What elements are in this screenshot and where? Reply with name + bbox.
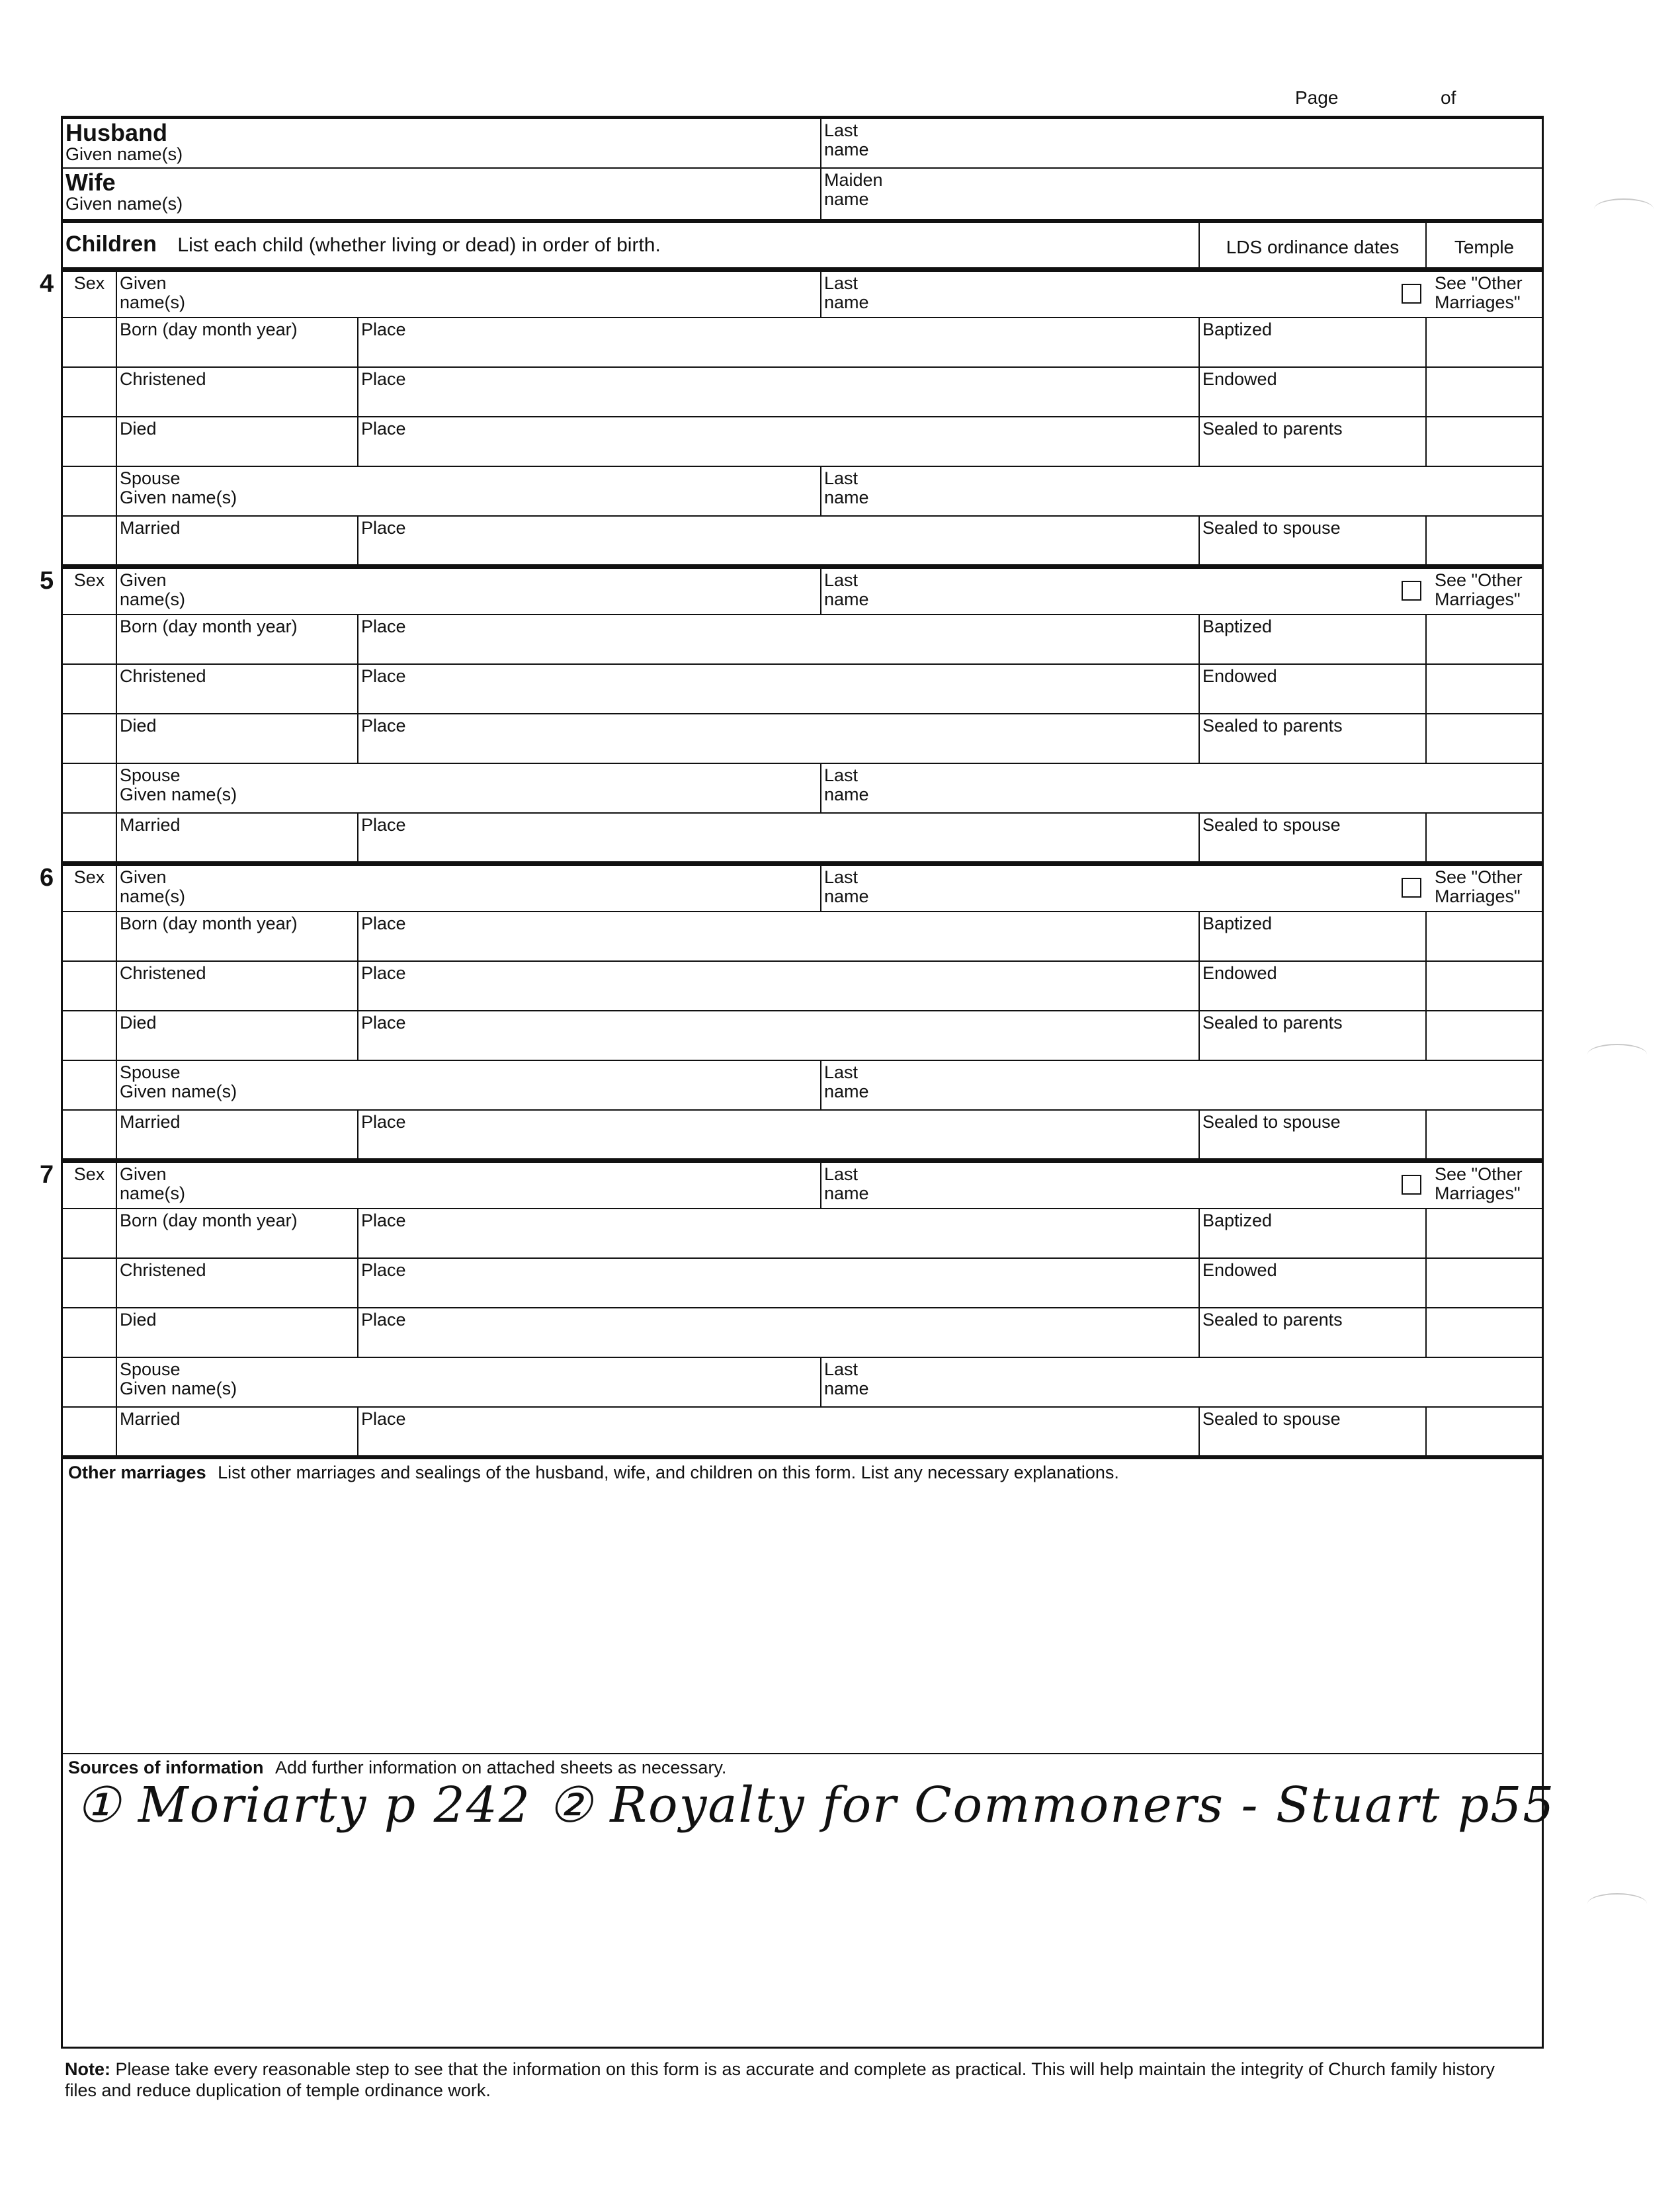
born-label: Born (day month year) <box>120 319 298 339</box>
name-label: name <box>824 292 869 312</box>
christened-label: Christened <box>120 369 206 389</box>
christened-label: Christened <box>120 963 206 983</box>
place-label: Place <box>361 963 406 983</box>
spouse-last-name-field[interactable] <box>820 467 1542 515</box>
died-label: Died <box>120 1310 157 1330</box>
baptized-date-field[interactable] <box>1198 615 1425 663</box>
binder-notch <box>1594 198 1654 220</box>
place-label: Place <box>361 617 406 636</box>
christened-label: Christened <box>120 666 206 686</box>
born-place-field[interactable] <box>357 615 1198 663</box>
christened-date-field[interactable] <box>116 368 357 416</box>
sealed-to-spouse-date-field[interactable] <box>1198 517 1425 564</box>
last-label: Last <box>824 867 859 887</box>
married-date-field[interactable] <box>116 1111 357 1158</box>
child-last-name-field[interactable] <box>820 569 1425 614</box>
of-label: of <box>1441 87 1456 108</box>
born-date-field[interactable] <box>116 615 357 663</box>
last-label: Last <box>824 468 859 488</box>
given-label: Given <box>120 867 167 887</box>
married-label: Married <box>120 815 181 835</box>
place-label: Place <box>361 518 406 538</box>
christened-place-field[interactable] <box>357 1259 1198 1307</box>
name-label: name <box>824 886 869 906</box>
baptized-date-field[interactable] <box>1198 318 1425 366</box>
spouse-last-name-field[interactable] <box>820 764 1542 812</box>
died-label: Died <box>120 419 157 439</box>
christened-date-field[interactable] <box>116 665 357 713</box>
spouse-given-name-field[interactable] <box>116 764 820 812</box>
last-label: Last <box>824 1062 859 1082</box>
spouse-last-name-field[interactable] <box>820 1061 1542 1109</box>
husband-given-name-field[interactable] <box>63 119 820 167</box>
child-number: 6 <box>40 864 54 892</box>
spouse-row <box>61 1358 1544 1408</box>
died-date-field[interactable] <box>116 417 357 466</box>
name-label: name <box>824 589 869 609</box>
sources-box[interactable] <box>61 1754 1556 2049</box>
child-number: 4 <box>40 270 54 298</box>
last-label: Last <box>824 1359 859 1379</box>
place-label: Place <box>361 1013 406 1033</box>
sealed-to-parents-label: Sealed to parents <box>1202 1013 1343 1033</box>
endowed-label: Endowed <box>1202 1260 1277 1280</box>
sealed-to-spouse-date-field[interactable] <box>1198 1111 1425 1158</box>
sealed-to-spouse-date-field[interactable] <box>1198 1408 1425 1455</box>
note-label: Note: <box>65 2059 110 2079</box>
children-header <box>63 223 1198 267</box>
endowed-label: Endowed <box>1202 666 1277 686</box>
died-place-field[interactable] <box>357 417 1198 466</box>
sealed-to-spouse-date-field[interactable] <box>1198 814 1425 861</box>
husband-last-name-field[interactable] <box>820 119 1542 167</box>
given-label: Given <box>120 1164 167 1184</box>
handwritten-sources-text: ① Moriarty p 242 ② Royalty for Commoners - Stuart p55 <box>76 1777 1556 1834</box>
spouse-row <box>61 764 1544 814</box>
place-label: Place <box>361 815 406 835</box>
baptized-temple-field[interactable] <box>1425 1209 1542 1257</box>
other-marriages-checkbox[interactable] <box>1402 878 1421 898</box>
sex-label: Sex <box>73 570 105 590</box>
born-label: Born (day month year) <box>120 617 298 636</box>
endowed-date-field[interactable] <box>1198 665 1425 713</box>
born-date-field[interactable] <box>116 1209 357 1257</box>
baptized-label: Baptized <box>1202 319 1273 339</box>
sealed-to-parents-date-field[interactable] <box>1198 417 1425 466</box>
married-row <box>61 1111 1544 1160</box>
sealed-to-spouse-label: Sealed to spouse <box>1202 1409 1341 1429</box>
last-label: Last <box>824 1164 859 1184</box>
sex-label: Sex <box>73 1164 105 1184</box>
name-label: name <box>824 1082 869 1101</box>
died-row <box>61 1011 1544 1061</box>
husband-given-label: Given name(s) <box>65 144 183 164</box>
baptized-date-field[interactable] <box>1198 912 1425 960</box>
sealed-to-parents-date-field[interactable] <box>1198 714 1425 763</box>
sealed-to-spouse-label: Sealed to spouse <box>1202 1112 1341 1132</box>
christened-place-field[interactable] <box>357 665 1198 713</box>
sources-title: Sources of information <box>68 1758 264 1777</box>
married-date-field[interactable] <box>116 1408 357 1455</box>
child-given-name-field[interactable] <box>116 569 820 614</box>
sex-field[interactable] <box>63 1163 116 1208</box>
lds-ordinance-dates-label: LDS ordinance dates <box>1198 223 1425 267</box>
child-last-name-field[interactable] <box>820 866 1425 911</box>
note-text: Please take every reasonable step to see that the information on this form is as accurate and complete as practical. This will help maintain the integrity of Church family history files and reduce duplication of temple ordinance work. <box>65 2059 1495 2100</box>
born-row <box>61 912 1544 962</box>
baptized-temple-field[interactable] <box>1425 318 1542 366</box>
see-other-label: See "Other <box>1435 1164 1523 1184</box>
spouse-given-label: Given name(s) <box>120 1082 237 1101</box>
child-block <box>61 566 1544 863</box>
see-other-label: See "Other <box>1435 570 1523 590</box>
endowed-temple-field[interactable] <box>1425 962 1542 1010</box>
married-label: Married <box>120 1409 181 1429</box>
child-block <box>61 863 1544 1160</box>
sex-field[interactable] <box>63 272 116 317</box>
child-block <box>61 1160 1544 1457</box>
christened-row <box>61 368 1544 417</box>
place-label: Place <box>361 1112 406 1132</box>
marriages-label: Marriages" <box>1435 886 1521 906</box>
spouse-row <box>61 467 1544 517</box>
other-marriages-box[interactable] <box>61 1457 1544 1754</box>
wife-title: Wife <box>65 169 116 196</box>
married-label: Married <box>120 1112 181 1132</box>
last-label: Last <box>824 273 859 293</box>
sex-label: Sex <box>73 867 105 887</box>
born-label: Born (day month year) <box>120 914 298 933</box>
baptized-temple-field[interactable] <box>1425 615 1542 663</box>
died-date-field[interactable] <box>116 1308 357 1357</box>
christened-row <box>61 1259 1544 1308</box>
see-other-marriages-label <box>1425 272 1542 317</box>
born-row <box>61 1209 1544 1259</box>
endowed-temple-field[interactable] <box>1425 1259 1542 1307</box>
see-other-label: See "Other <box>1435 867 1523 887</box>
place-label: Place <box>361 1260 406 1280</box>
sealed-to-parents-temple-field[interactable] <box>1425 417 1542 466</box>
sealed-to-spouse-temple-field[interactable] <box>1425 1111 1542 1158</box>
last-label: Last <box>824 765 859 785</box>
child-number: 7 <box>40 1161 54 1189</box>
christened-label: Christened <box>120 1260 206 1280</box>
child-given-name-field[interactable] <box>116 1163 820 1208</box>
spouse-last-name-field[interactable] <box>820 1358 1542 1406</box>
name-label: name(s) <box>120 1183 186 1203</box>
died-place-field[interactable] <box>357 714 1198 763</box>
spouse-label: Spouse <box>120 1062 181 1082</box>
sealed-to-parents-label: Sealed to parents <box>1202 419 1343 439</box>
endowed-date-field[interactable] <box>1198 962 1425 1010</box>
sealed-to-spouse-label: Sealed to spouse <box>1202 815 1341 835</box>
husband-title: Husband <box>65 119 168 146</box>
born-place-field[interactable] <box>357 1209 1198 1257</box>
other-marriages-checkbox[interactable] <box>1402 1175 1421 1195</box>
binder-notch <box>1587 1044 1647 1065</box>
christened-date-field[interactable] <box>116 962 357 1010</box>
temple-label: Temple <box>1425 223 1542 267</box>
child-given-name-field[interactable] <box>116 866 820 911</box>
sealed-to-spouse-temple-field[interactable] <box>1425 814 1542 861</box>
married-place-field[interactable] <box>357 517 1198 564</box>
last-label: Last <box>824 120 859 140</box>
see-other-label: See "Other <box>1435 273 1523 293</box>
married-date-field[interactable] <box>116 517 357 564</box>
given-label: Given <box>120 570 167 590</box>
see-other-marriages-label <box>1425 866 1542 911</box>
name-label: name <box>824 1183 869 1203</box>
child-last-name-field[interactable] <box>820 1163 1425 1208</box>
endowed-temple-field[interactable] <box>1425 665 1542 713</box>
endowed-label: Endowed <box>1202 369 1277 389</box>
other-marriages-checkbox[interactable] <box>1402 581 1421 601</box>
name-label: name <box>824 189 869 209</box>
died-place-field[interactable] <box>357 1011 1198 1060</box>
name-label: name <box>824 1379 869 1398</box>
child-given-name-field[interactable] <box>116 272 820 317</box>
name-label: name(s) <box>120 589 186 609</box>
place-label: Place <box>361 666 406 686</box>
christened-row <box>61 962 1544 1011</box>
last-label: Last <box>824 570 859 590</box>
died-date-field[interactable] <box>116 714 357 763</box>
place-label: Place <box>361 319 406 339</box>
spouse-given-label: Given name(s) <box>120 488 237 507</box>
other-marriages-title: Other marriages <box>68 1463 206 1482</box>
baptized-temple-field[interactable] <box>1425 912 1542 960</box>
endowed-date-field[interactable] <box>1198 368 1425 416</box>
binder-notch <box>1587 1893 1647 1914</box>
died-row <box>61 417 1544 467</box>
note <box>65 2059 1507 2101</box>
born-row <box>61 615 1544 665</box>
child-name-row <box>61 863 1544 912</box>
endowed-label: Endowed <box>1202 963 1277 983</box>
marriages-label: Marriages" <box>1435 292 1521 312</box>
name-label: name <box>824 488 869 507</box>
sealed-to-parents-date-field[interactable] <box>1198 1308 1425 1357</box>
family-group-record-form <box>61 116 1556 2049</box>
child-name-row <box>61 269 1544 318</box>
sex-field[interactable] <box>63 569 116 614</box>
spouse-given-name-field[interactable] <box>116 1358 820 1406</box>
children-header-row <box>61 220 1544 269</box>
baptized-date-field[interactable] <box>1198 1209 1425 1257</box>
page-label: Page <box>1295 87 1339 108</box>
see-other-marriages-label <box>1425 1163 1542 1208</box>
born-date-field[interactable] <box>116 912 357 960</box>
name-label: name <box>824 140 869 159</box>
child-name-row <box>61 566 1544 615</box>
spouse-given-name-field[interactable] <box>116 467 820 515</box>
sex-field[interactable] <box>63 866 116 911</box>
marriages-label: Marriages" <box>1435 1183 1521 1203</box>
married-place-field[interactable] <box>357 814 1198 861</box>
place-label: Place <box>361 419 406 439</box>
died-row <box>61 1308 1544 1358</box>
children-title: Children <box>65 232 157 257</box>
child-name-row <box>61 1160 1544 1209</box>
spouse-given-label: Given name(s) <box>120 1379 237 1398</box>
baptized-label: Baptized <box>1202 914 1273 933</box>
children-instruction: List each child (whether living or dead) in order of birth. <box>177 234 661 256</box>
sealed-to-parents-temple-field[interactable] <box>1425 1308 1542 1357</box>
child-last-name-field[interactable] <box>820 272 1425 317</box>
child-block <box>61 269 1544 566</box>
place-label: Place <box>361 1211 406 1230</box>
place-label: Place <box>361 369 406 389</box>
died-row <box>61 714 1544 764</box>
sealed-to-parents-label: Sealed to parents <box>1202 1310 1343 1330</box>
other-marriages-checkbox[interactable] <box>1402 284 1421 304</box>
maiden-label: Maiden <box>824 170 883 190</box>
born-label: Born (day month year) <box>120 1211 298 1230</box>
died-place-field[interactable] <box>357 1308 1198 1357</box>
wife-given-name-field[interactable] <box>63 169 820 219</box>
christened-row <box>61 665 1544 714</box>
spouse-given-name-field[interactable] <box>116 1061 820 1109</box>
sealed-to-spouse-temple-field[interactable] <box>1425 517 1542 564</box>
place-label: Place <box>361 1310 406 1330</box>
baptized-label: Baptized <box>1202 1211 1273 1230</box>
married-place-field[interactable] <box>357 1408 1198 1455</box>
see-other-marriages-label <box>1425 569 1542 614</box>
wife-row <box>61 169 1544 220</box>
married-row <box>61 1408 1544 1457</box>
name-label: name(s) <box>120 292 186 312</box>
wife-given-label: Given name(s) <box>65 194 183 214</box>
married-place-field[interactable] <box>357 1111 1198 1158</box>
born-date-field[interactable] <box>116 318 357 366</box>
spouse-label: Spouse <box>120 765 181 785</box>
spouse-row <box>61 1061 1544 1111</box>
children-container <box>61 269 1544 1457</box>
christened-place-field[interactable] <box>357 368 1198 416</box>
christened-date-field[interactable] <box>116 1259 357 1307</box>
other-marriages-header <box>63 1459 1542 1486</box>
sources-instruction: Add further information on attached sheets as necessary. <box>275 1758 727 1777</box>
husband-row <box>61 116 1544 169</box>
wife-maiden-name-field[interactable] <box>820 169 1542 219</box>
baptized-label: Baptized <box>1202 617 1273 636</box>
endowed-date-field[interactable] <box>1198 1259 1425 1307</box>
married-label: Married <box>120 518 181 538</box>
christened-place-field[interactable] <box>357 962 1198 1010</box>
married-date-field[interactable] <box>116 814 357 861</box>
child-number: 5 <box>40 567 54 595</box>
born-place-field[interactable] <box>357 318 1198 366</box>
sealed-to-spouse-label: Sealed to spouse <box>1202 518 1341 538</box>
sealed-to-parents-date-field[interactable] <box>1198 1011 1425 1060</box>
sealed-to-parents-label: Sealed to parents <box>1202 716 1343 736</box>
spouse-label: Spouse <box>120 1359 181 1379</box>
place-label: Place <box>361 914 406 933</box>
name-label: name <box>824 785 869 804</box>
died-label: Died <box>120 1013 157 1033</box>
other-marriages-instruction: List other marriages and sealings of the husband, wife, and children on this form. List any necessary explanations. <box>218 1463 1119 1482</box>
sealed-to-parents-temple-field[interactable] <box>1425 714 1542 763</box>
place-label: Place <box>361 1409 406 1429</box>
spouse-given-label: Given name(s) <box>120 785 237 804</box>
sex-label: Sex <box>73 273 105 293</box>
marriages-label: Marriages" <box>1435 589 1521 609</box>
endowed-temple-field[interactable] <box>1425 368 1542 416</box>
given-label: Given <box>120 273 167 293</box>
married-row <box>61 814 1544 863</box>
born-place-field[interactable] <box>357 912 1198 960</box>
place-label: Place <box>361 716 406 736</box>
married-row <box>61 517 1544 566</box>
spouse-label: Spouse <box>120 468 181 488</box>
sealed-to-spouse-temple-field[interactable] <box>1425 1408 1542 1455</box>
died-date-field[interactable] <box>116 1011 357 1060</box>
born-row <box>61 318 1544 368</box>
name-label: name(s) <box>120 886 186 906</box>
sealed-to-parents-temple-field[interactable] <box>1425 1011 1542 1060</box>
died-label: Died <box>120 716 157 736</box>
